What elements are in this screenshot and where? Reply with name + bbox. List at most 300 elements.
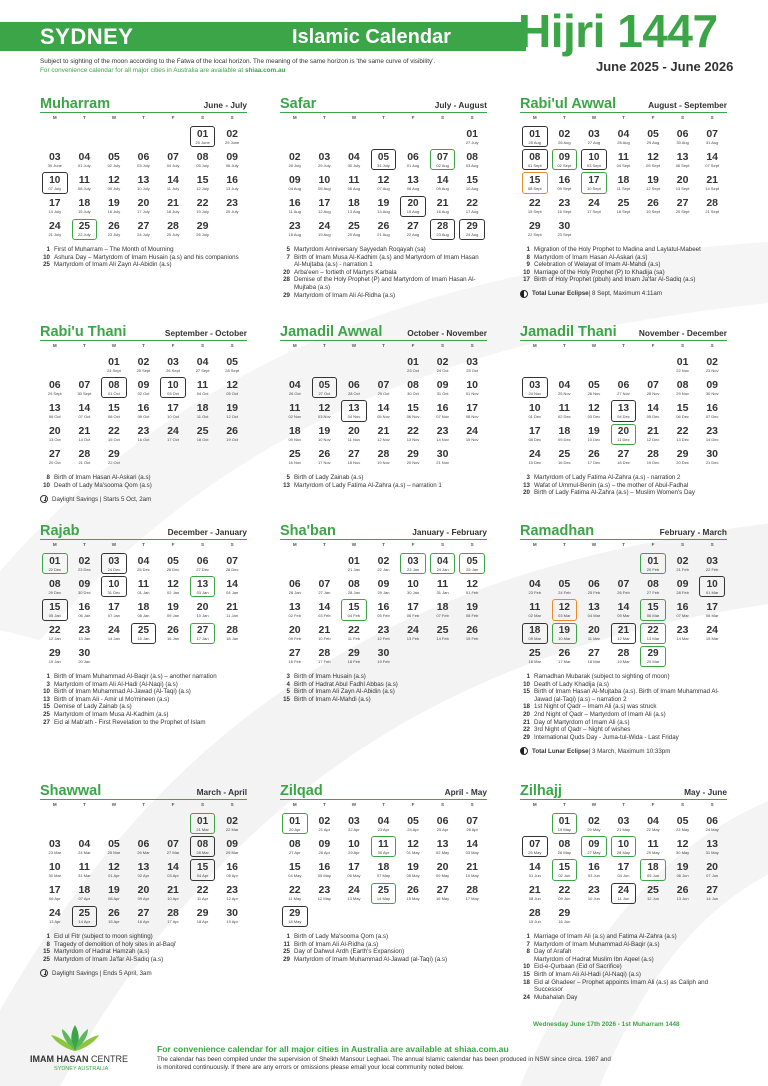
- date-cell[interactable]: [280, 598, 310, 621]
- date-cell-highlighted[interactable]: [131, 623, 157, 644]
- date-cell-highlighted[interactable]: [400, 553, 426, 574]
- date-cell[interactable]: [697, 882, 727, 905]
- date-cell[interactable]: [40, 882, 70, 905]
- date-cell[interactable]: [158, 353, 188, 376]
- date-cell[interactable]: [99, 858, 129, 881]
- date-cell-highlighted[interactable]: [522, 623, 548, 644]
- date-cell[interactable]: [369, 552, 399, 575]
- date-cell[interactable]: [99, 148, 129, 171]
- date-cell[interactable]: [129, 399, 159, 422]
- date-cell[interactable]: [40, 835, 70, 858]
- date-cell[interactable]: [638, 399, 668, 422]
- date-cell[interactable]: [609, 195, 639, 218]
- date-cell[interactable]: [310, 598, 340, 621]
- date-cell[interactable]: [70, 598, 100, 621]
- date-cell[interactable]: [70, 399, 100, 422]
- date-cell[interactable]: [339, 148, 369, 171]
- date-cell[interactable]: [457, 835, 487, 858]
- date-cell-highlighted[interactable]: [101, 553, 127, 574]
- date-cell[interactable]: [99, 905, 129, 928]
- date-cell[interactable]: [398, 353, 428, 376]
- date-cell-highlighted[interactable]: [341, 400, 367, 421]
- date-cell[interactable]: [697, 399, 727, 422]
- date-cell-highlighted[interactable]: [522, 172, 548, 193]
- date-cell[interactable]: [369, 171, 399, 194]
- date-cell-highlighted[interactable]: [522, 149, 548, 170]
- date-cell[interactable]: [457, 399, 487, 422]
- date-cell[interactable]: [697, 835, 727, 858]
- date-cell[interactable]: [668, 171, 698, 194]
- date-cell[interactable]: [188, 552, 218, 575]
- date-cell[interactable]: [369, 812, 399, 835]
- date-cell[interactable]: [129, 575, 159, 598]
- date-cell[interactable]: [158, 858, 188, 881]
- date-cell[interactable]: [369, 598, 399, 621]
- date-cell[interactable]: [217, 353, 247, 376]
- date-cell[interactable]: [158, 598, 188, 621]
- date-cell[interactable]: [697, 446, 727, 469]
- date-cell[interactable]: [129, 148, 159, 171]
- date-cell[interactable]: [280, 218, 310, 241]
- date-cell[interactable]: [428, 423, 458, 446]
- date-cell[interactable]: [579, 645, 609, 668]
- date-cell[interactable]: [550, 882, 580, 905]
- date-cell[interactable]: [668, 376, 698, 399]
- date-cell[interactable]: [428, 399, 458, 422]
- date-cell[interactable]: [99, 446, 129, 469]
- date-cell-highlighted[interactable]: [341, 599, 367, 620]
- date-cell[interactable]: [457, 171, 487, 194]
- date-cell[interactable]: [217, 598, 247, 621]
- date-cell[interactable]: [217, 376, 247, 399]
- date-cell[interactable]: [609, 376, 639, 399]
- date-cell[interactable]: [668, 858, 698, 881]
- date-cell-highlighted[interactable]: [190, 836, 216, 857]
- date-cell-highlighted[interactable]: [190, 576, 216, 597]
- date-cell[interactable]: [217, 423, 247, 446]
- date-cell[interactable]: [369, 376, 399, 399]
- date-cell[interactable]: [550, 125, 580, 148]
- date-cell[interactable]: [697, 171, 727, 194]
- date-cell[interactable]: [398, 622, 428, 645]
- date-cell-highlighted[interactable]: [522, 377, 548, 398]
- date-cell[interactable]: [70, 423, 100, 446]
- date-cell[interactable]: [369, 218, 399, 241]
- date-cell[interactable]: [280, 575, 310, 598]
- date-cell-highlighted[interactable]: [640, 859, 666, 880]
- date-cell[interactable]: [217, 812, 247, 835]
- date-cell[interactable]: [520, 399, 550, 422]
- date-cell[interactable]: [99, 171, 129, 194]
- date-cell[interactable]: [697, 423, 727, 446]
- date-cell[interactable]: [99, 423, 129, 446]
- date-cell[interactable]: [99, 622, 129, 645]
- date-cell[interactable]: [668, 195, 698, 218]
- date-cell[interactable]: [280, 858, 310, 881]
- date-cell[interactable]: [310, 148, 340, 171]
- date-cell[interactable]: [697, 376, 727, 399]
- date-cell[interactable]: [339, 645, 369, 668]
- date-cell-highlighted[interactable]: [640, 599, 666, 620]
- date-cell[interactable]: [70, 446, 100, 469]
- date-cell[interactable]: [188, 882, 218, 905]
- date-cell[interactable]: [579, 575, 609, 598]
- date-cell[interactable]: [217, 858, 247, 881]
- date-cell[interactable]: [70, 195, 100, 218]
- date-cell[interactable]: [188, 195, 218, 218]
- date-cell[interactable]: [579, 598, 609, 621]
- date-cell[interactable]: [339, 218, 369, 241]
- date-cell[interactable]: [310, 645, 340, 668]
- date-cell-highlighted[interactable]: [581, 149, 607, 170]
- date-cell[interactable]: [638, 423, 668, 446]
- date-cell[interactable]: [70, 171, 100, 194]
- date-cell[interactable]: [217, 552, 247, 575]
- date-cell[interactable]: [158, 148, 188, 171]
- date-cell-highlighted[interactable]: [371, 149, 397, 170]
- date-cell[interactable]: [310, 171, 340, 194]
- date-cell-highlighted[interactable]: [190, 623, 216, 644]
- date-cell[interactable]: [158, 835, 188, 858]
- date-cell[interactable]: [550, 218, 580, 241]
- date-cell[interactable]: [398, 423, 428, 446]
- date-cell-highlighted[interactable]: [552, 599, 578, 620]
- date-cell[interactable]: [550, 446, 580, 469]
- date-cell-highlighted[interactable]: [611, 883, 637, 904]
- date-cell[interactable]: [520, 858, 550, 881]
- date-cell[interactable]: [668, 148, 698, 171]
- date-cell[interactable]: [40, 858, 70, 881]
- date-cell[interactable]: [520, 645, 550, 668]
- date-cell[interactable]: [579, 882, 609, 905]
- date-cell[interactable]: [668, 446, 698, 469]
- date-cell[interactable]: [520, 575, 550, 598]
- date-cell-highlighted[interactable]: [190, 859, 216, 880]
- date-cell[interactable]: [520, 218, 550, 241]
- date-cell[interactable]: [310, 195, 340, 218]
- date-cell[interactable]: [428, 882, 458, 905]
- date-cell[interactable]: [457, 622, 487, 645]
- date-cell[interactable]: [697, 353, 727, 376]
- date-cell-highlighted[interactable]: [42, 599, 68, 620]
- date-cell[interactable]: [129, 905, 159, 928]
- date-cell[interactable]: [339, 195, 369, 218]
- date-cell[interactable]: [217, 882, 247, 905]
- date-cell[interactable]: [428, 622, 458, 645]
- date-cell[interactable]: [339, 858, 369, 881]
- date-cell[interactable]: [280, 376, 310, 399]
- date-cell-highlighted[interactable]: [699, 576, 725, 597]
- date-cell[interactable]: [310, 812, 340, 835]
- date-cell[interactable]: [280, 645, 310, 668]
- date-cell[interactable]: [609, 125, 639, 148]
- date-cell[interactable]: [280, 622, 310, 645]
- date-cell[interactable]: [550, 399, 580, 422]
- date-cell[interactable]: [129, 858, 159, 881]
- date-cell-highlighted[interactable]: [430, 219, 456, 240]
- date-cell[interactable]: [40, 446, 70, 469]
- date-cell[interactable]: [339, 423, 369, 446]
- date-cell[interactable]: [310, 858, 340, 881]
- date-cell[interactable]: [398, 835, 428, 858]
- date-cell[interactable]: [457, 376, 487, 399]
- date-cell[interactable]: [40, 575, 70, 598]
- date-cell[interactable]: [217, 195, 247, 218]
- date-cell[interactable]: [609, 858, 639, 881]
- date-cell[interactable]: [280, 882, 310, 905]
- date-cell-highlighted[interactable]: [640, 553, 666, 574]
- date-cell[interactable]: [188, 598, 218, 621]
- date-cell[interactable]: [668, 423, 698, 446]
- date-cell[interactable]: [188, 353, 218, 376]
- date-cell[interactable]: [398, 399, 428, 422]
- date-cell[interactable]: [217, 399, 247, 422]
- date-cell[interactable]: [129, 423, 159, 446]
- date-cell[interactable]: [398, 148, 428, 171]
- date-cell[interactable]: [697, 125, 727, 148]
- date-cell[interactable]: [99, 598, 129, 621]
- date-cell[interactable]: [398, 218, 428, 241]
- date-cell[interactable]: [158, 399, 188, 422]
- date-cell-highlighted[interactable]: [42, 172, 68, 193]
- date-cell[interactable]: [579, 125, 609, 148]
- date-cell[interactable]: [188, 218, 218, 241]
- date-cell[interactable]: [129, 171, 159, 194]
- date-cell[interactable]: [339, 552, 369, 575]
- date-cell-highlighted[interactable]: [552, 859, 578, 880]
- date-cell[interactable]: [217, 125, 247, 148]
- date-cell[interactable]: [310, 399, 340, 422]
- date-cell[interactable]: [369, 195, 399, 218]
- date-cell[interactable]: [339, 446, 369, 469]
- date-cell[interactable]: [428, 446, 458, 469]
- date-cell-highlighted[interactable]: [459, 553, 485, 574]
- date-cell[interactable]: [40, 376, 70, 399]
- date-cell[interactable]: [158, 622, 188, 645]
- date-cell[interactable]: [520, 598, 550, 621]
- date-cell[interactable]: [280, 399, 310, 422]
- date-cell-highlighted[interactable]: [400, 196, 426, 217]
- date-cell[interactable]: [398, 858, 428, 881]
- date-cell[interactable]: [369, 399, 399, 422]
- date-cell[interactable]: [99, 399, 129, 422]
- date-cell[interactable]: [99, 835, 129, 858]
- date-cell[interactable]: [609, 645, 639, 668]
- date-cell[interactable]: [188, 171, 218, 194]
- date-cell[interactable]: [188, 399, 218, 422]
- date-cell[interactable]: [398, 376, 428, 399]
- date-cell[interactable]: [70, 835, 100, 858]
- date-cell[interactable]: [668, 598, 698, 621]
- date-cell-highlighted[interactable]: [611, 400, 637, 421]
- date-cell[interactable]: [369, 446, 399, 469]
- date-cell[interactable]: [310, 882, 340, 905]
- date-cell-highlighted[interactable]: [522, 126, 548, 147]
- date-cell[interactable]: [638, 195, 668, 218]
- date-cell[interactable]: [457, 812, 487, 835]
- date-cell[interactable]: [520, 195, 550, 218]
- date-cell[interactable]: [280, 835, 310, 858]
- date-cell[interactable]: [40, 645, 70, 668]
- date-cell[interactable]: [339, 812, 369, 835]
- date-cell[interactable]: [158, 905, 188, 928]
- date-cell[interactable]: [70, 148, 100, 171]
- date-cell[interactable]: [697, 812, 727, 835]
- date-cell[interactable]: [188, 905, 218, 928]
- date-cell[interactable]: [398, 598, 428, 621]
- date-cell[interactable]: [697, 598, 727, 621]
- date-cell[interactable]: [217, 575, 247, 598]
- date-cell[interactable]: [609, 575, 639, 598]
- date-cell[interactable]: [457, 148, 487, 171]
- date-cell-highlighted[interactable]: [640, 623, 666, 644]
- date-cell[interactable]: [550, 423, 580, 446]
- date-cell[interactable]: [638, 835, 668, 858]
- date-cell[interactable]: [697, 858, 727, 881]
- date-cell[interactable]: [280, 171, 310, 194]
- date-cell-highlighted[interactable]: [72, 219, 98, 240]
- date-cell[interactable]: [457, 195, 487, 218]
- date-cell[interactable]: [579, 446, 609, 469]
- date-cell-highlighted[interactable]: [581, 172, 607, 193]
- date-cell[interactable]: [398, 812, 428, 835]
- date-cell[interactable]: [280, 446, 310, 469]
- date-cell[interactable]: [158, 575, 188, 598]
- date-cell-highlighted[interactable]: [282, 906, 308, 927]
- date-cell-highlighted[interactable]: [430, 149, 456, 170]
- date-cell[interactable]: [310, 622, 340, 645]
- date-cell[interactable]: [398, 882, 428, 905]
- date-cell[interactable]: [398, 446, 428, 469]
- date-cell-highlighted[interactable]: [552, 813, 578, 834]
- date-cell-highlighted[interactable]: [581, 836, 607, 857]
- date-cell-highlighted[interactable]: [190, 813, 216, 834]
- date-cell[interactable]: [369, 622, 399, 645]
- date-cell[interactable]: [697, 552, 727, 575]
- date-cell[interactable]: [638, 882, 668, 905]
- date-cell[interactable]: [217, 835, 247, 858]
- date-cell[interactable]: [428, 376, 458, 399]
- date-cell[interactable]: [70, 622, 100, 645]
- date-cell[interactable]: [550, 575, 580, 598]
- date-cell[interactable]: [550, 905, 580, 928]
- date-cell[interactable]: [579, 423, 609, 446]
- date-cell[interactable]: [188, 148, 218, 171]
- date-cell[interactable]: [638, 148, 668, 171]
- date-cell[interactable]: [129, 376, 159, 399]
- date-cell[interactable]: [550, 645, 580, 668]
- date-cell[interactable]: [280, 195, 310, 218]
- date-cell[interactable]: [70, 575, 100, 598]
- date-cell[interactable]: [217, 622, 247, 645]
- date-cell[interactable]: [70, 645, 100, 668]
- date-cell[interactable]: [697, 195, 727, 218]
- date-cell[interactable]: [310, 423, 340, 446]
- date-cell[interactable]: [217, 171, 247, 194]
- date-cell[interactable]: [579, 376, 609, 399]
- date-cell[interactable]: [579, 622, 609, 645]
- date-cell[interactable]: [609, 148, 639, 171]
- date-cell[interactable]: [40, 195, 70, 218]
- date-cell[interactable]: [158, 423, 188, 446]
- date-cell[interactable]: [520, 882, 550, 905]
- date-cell[interactable]: [398, 171, 428, 194]
- date-cell-highlighted[interactable]: [190, 126, 216, 147]
- date-cell[interactable]: [70, 376, 100, 399]
- date-cell[interactable]: [520, 423, 550, 446]
- date-cell[interactable]: [457, 858, 487, 881]
- date-cell[interactable]: [668, 353, 698, 376]
- date-cell[interactable]: [339, 376, 369, 399]
- date-cell[interactable]: [697, 148, 727, 171]
- date-cell[interactable]: [668, 882, 698, 905]
- date-cell[interactable]: [457, 353, 487, 376]
- date-cell[interactable]: [457, 423, 487, 446]
- date-cell[interactable]: [520, 905, 550, 928]
- date-cell-highlighted[interactable]: [611, 424, 637, 445]
- date-cell[interactable]: [638, 575, 668, 598]
- date-cell[interactable]: [129, 218, 159, 241]
- date-cell-highlighted[interactable]: [459, 219, 485, 240]
- date-cell[interactable]: [129, 598, 159, 621]
- date-cell[interactable]: [217, 148, 247, 171]
- date-cell[interactable]: [158, 882, 188, 905]
- date-cell[interactable]: [129, 882, 159, 905]
- date-cell[interactable]: [457, 125, 487, 148]
- date-cell-highlighted[interactable]: [160, 377, 186, 398]
- date-cell[interactable]: [579, 858, 609, 881]
- date-cell[interactable]: [579, 399, 609, 422]
- date-cell[interactable]: [638, 812, 668, 835]
- date-cell[interactable]: [40, 148, 70, 171]
- date-cell[interactable]: [310, 218, 340, 241]
- date-cell[interactable]: [638, 125, 668, 148]
- date-cell[interactable]: [428, 195, 458, 218]
- date-cell[interactable]: [99, 882, 129, 905]
- date-cell[interactable]: [339, 882, 369, 905]
- date-cell[interactable]: [668, 575, 698, 598]
- date-cell[interactable]: [457, 575, 487, 598]
- date-cell[interactable]: [280, 423, 310, 446]
- date-cell[interactable]: [99, 195, 129, 218]
- date-cell[interactable]: [310, 835, 340, 858]
- date-cell[interactable]: [609, 812, 639, 835]
- date-cell[interactable]: [638, 376, 668, 399]
- date-cell[interactable]: [310, 575, 340, 598]
- date-cell-highlighted[interactable]: [371, 883, 397, 904]
- date-cell[interactable]: [609, 171, 639, 194]
- date-cell[interactable]: [188, 423, 218, 446]
- date-cell[interactable]: [398, 575, 428, 598]
- date-cell[interactable]: [40, 218, 70, 241]
- date-cell[interactable]: [550, 171, 580, 194]
- date-cell-highlighted[interactable]: [611, 623, 637, 644]
- date-cell[interactable]: [520, 446, 550, 469]
- date-cell[interactable]: [339, 575, 369, 598]
- date-cell[interactable]: [668, 835, 698, 858]
- date-cell-highlighted[interactable]: [552, 149, 578, 170]
- date-cell-highlighted[interactable]: [42, 553, 68, 574]
- date-cell[interactable]: [310, 446, 340, 469]
- date-cell[interactable]: [668, 552, 698, 575]
- date-cell[interactable]: [339, 835, 369, 858]
- date-cell[interactable]: [638, 171, 668, 194]
- date-cell[interactable]: [158, 195, 188, 218]
- date-cell[interactable]: [668, 125, 698, 148]
- date-cell-highlighted[interactable]: [101, 377, 127, 398]
- date-cell[interactable]: [158, 552, 188, 575]
- date-cell[interactable]: [158, 218, 188, 241]
